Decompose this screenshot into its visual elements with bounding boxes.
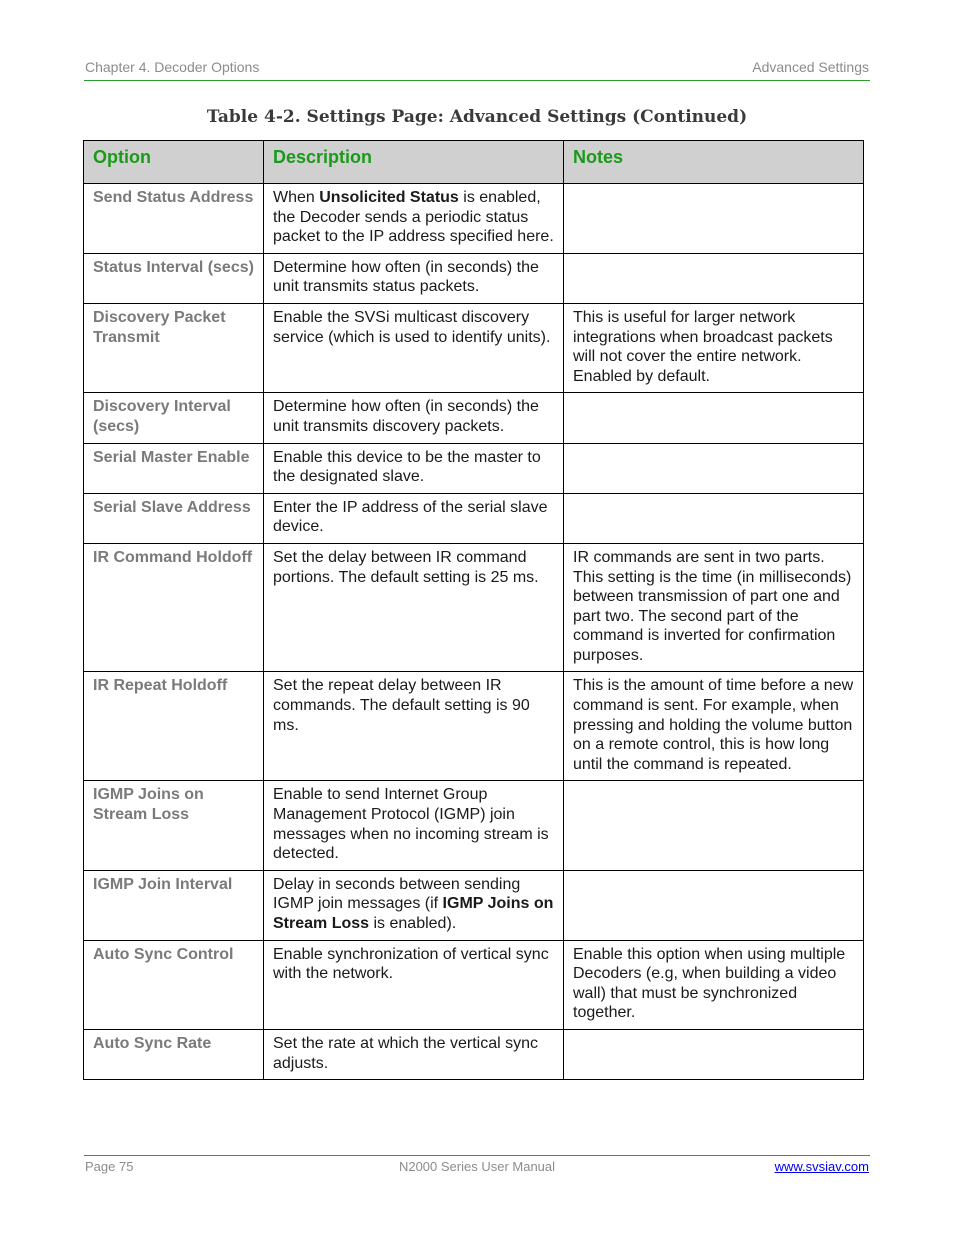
text-segment: is enabled, the Decoder sends a periodic status packet to the IP address specified here. — [273, 189, 554, 246]
table-row — [84, 672, 864, 781]
website-link[interactable]: www.svsiav.com — [774, 1159, 869, 1174]
option-cell: Status Interval (secs) — [84, 253, 264, 303]
notes-cell — [564, 543, 864, 672]
description-cell — [264, 781, 564, 870]
text-segment: Enable the SVSi multicast discovery service (which is used to identify units). — [273, 308, 551, 346]
column-header-option: Option — [84, 141, 264, 184]
notes-cell — [564, 253, 864, 303]
text-segment: Enable synchronization of vertical sync with the network. — [273, 945, 549, 983]
text-segment: is enabled). — [369, 915, 457, 932]
text-segment: This is the amount of time before a new command is sent. For example, when pressing and holding the volume button on a remote control, this is how long until the command is repeated. — [573, 677, 854, 773]
bold-text: Unsolicited Status — [319, 189, 459, 206]
text-segment: Enter the IP address of the serial slave device. — [273, 498, 548, 536]
text-segment: Set the repeat delay between IR commands. The default setting is 90 ms. — [273, 677, 530, 734]
option-cell: Discovery Packet Transmit — [84, 303, 264, 392]
page-header — [84, 58, 870, 81]
notes-cell — [564, 393, 864, 443]
text-segment: Set the delay between IR command portions. The default setting is 25 ms. — [273, 548, 539, 586]
table-row — [84, 303, 864, 392]
description-cell — [264, 940, 564, 1029]
bold-text: IGMP Joins on Stream Loss — [273, 895, 554, 932]
text-segment: Enable this option when using multiple Decoders (e.g, when building a video wall) that must be synchronized together. — [573, 945, 846, 1022]
option-cell: IGMP Joins on Stream Loss — [84, 781, 264, 870]
option-cell: Serial Master Enable — [84, 443, 264, 493]
notes-cell — [564, 1029, 864, 1079]
table-row — [84, 1029, 864, 1079]
text-segment: Determine how often (in seconds) the unit transmits status packets. — [273, 258, 539, 296]
text-segment: IR commands are sent in two parts. This setting is the time (in milliseconds) between transmission of part one and part two. The second part of the command is inverted for confirmation purposes. — [573, 548, 852, 664]
column-header-notes: Notes — [564, 141, 864, 184]
notes-cell — [564, 443, 864, 493]
description-cell — [264, 184, 564, 254]
notes-cell — [564, 493, 864, 543]
description-cell — [264, 543, 564, 672]
notes-cell — [564, 870, 864, 940]
manual-title: N2000 Series User Manual — [398, 1159, 556, 1174]
option-cell: IGMP Join Interval — [84, 870, 264, 940]
description-cell — [264, 443, 564, 493]
description-cell — [264, 303, 564, 392]
chapter-title: Chapter 4. Decoder Options — [85, 59, 260, 75]
notes-cell — [564, 672, 864, 781]
column-header-description: Description — [264, 141, 564, 184]
table-row — [84, 781, 864, 870]
table-row — [84, 253, 864, 303]
table-row — [84, 393, 864, 443]
table-row — [84, 543, 864, 672]
text-segment: Set the rate at which the vertical sync adjusts. — [273, 1034, 539, 1072]
text-segment: This is useful for larger network integrations when broadcast packets will not cover the entire network. Enabled by default. — [573, 308, 833, 385]
option-cell: Auto Sync Rate — [84, 1029, 264, 1079]
table-row — [84, 493, 864, 543]
description-cell — [264, 1029, 564, 1079]
text-segment: When — [273, 189, 320, 206]
description-cell — [264, 870, 564, 940]
notes-cell — [564, 184, 864, 254]
text-segment: Enable to send Internet Group Management Protocol (IGMP) join messages when no incoming stream is detected. — [273, 786, 549, 863]
table-caption: Table 4-2. Settings Page: Advanced Settings (Continued) — [206, 107, 748, 127]
table-row — [84, 443, 864, 493]
page-number: Page 75 — [85, 1159, 134, 1174]
notes-cell — [564, 781, 864, 870]
description-cell — [264, 672, 564, 781]
text-segment: Enable this device to be the master to the designated slave. — [273, 448, 541, 486]
option-cell: IR Command Holdoff — [84, 543, 264, 672]
text-segment: Delay in seconds between sending IGMP join messages (if — [273, 875, 521, 913]
table-row — [84, 940, 864, 1029]
table-row — [84, 870, 864, 940]
notes-cell — [564, 303, 864, 392]
description-cell — [264, 393, 564, 443]
option-cell: IR Repeat Holdoff — [84, 672, 264, 781]
option-cell: Send Status Address — [84, 184, 264, 254]
option-cell: Auto Sync Control — [84, 940, 264, 1029]
notes-cell — [564, 940, 864, 1029]
text-segment: Determine how often (in seconds) the unit transmits discovery packets. — [273, 398, 539, 435]
page-footer — [84, 1155, 870, 1176]
option-cell: Discovery Interval (secs) — [84, 393, 264, 443]
table-row — [84, 184, 864, 254]
description-cell — [264, 493, 564, 543]
table-header-row — [84, 141, 864, 184]
description-cell — [264, 253, 564, 303]
option-cell: Serial Slave Address — [84, 493, 264, 543]
section-title: Advanced Settings — [752, 59, 869, 75]
settings-table — [83, 140, 864, 1080]
